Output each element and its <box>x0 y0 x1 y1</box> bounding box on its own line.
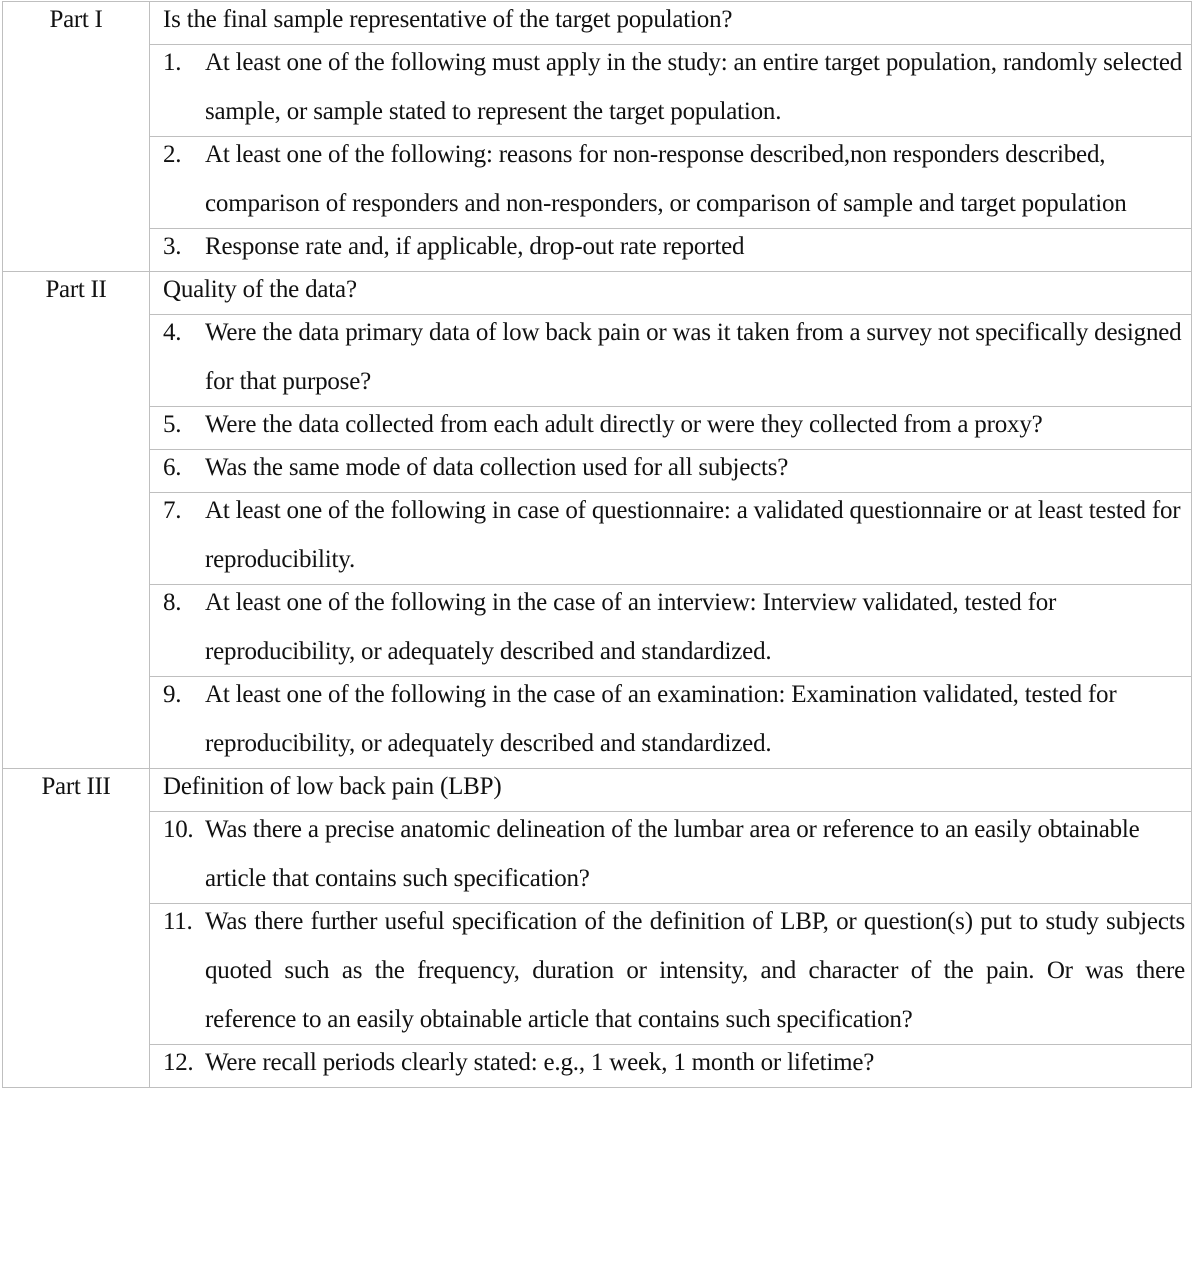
criterion-text: Were the data collected from each adult directly or were they collected from a proxy? <box>205 411 1043 438</box>
criterion-number: 1. <box>163 49 182 76</box>
criterion-item <box>163 400 1185 449</box>
criterion-text: Were the data primary data of low back pain or was it taken from a survey not specifically designed for that purpose? <box>205 319 1182 395</box>
criterion-item <box>163 486 1185 584</box>
criterion-text: Was the same mode of data collection used for all subjects? <box>205 454 789 481</box>
criterion-text: At least one of the following: reasons for non-response described,non responders described, comparison of responders and non-responders, or comparison of sample and target population <box>205 141 1127 217</box>
criterion-text: Was there a precise anatomic delineation of the lumbar area or reference to an easily obtainable article that contains such specification? <box>205 816 1140 892</box>
criterion-cell <box>150 677 1192 769</box>
criterion-text: Was there further useful specification of the definition of LBP, or question(s) put to study subjects quoted such as the frequency, duration or intensity, and character of the pain. Or was there reference to an easily obtainable article that contains such specification? <box>205 908 1185 1033</box>
criterion-number: 9. <box>163 681 182 708</box>
criterion-cell <box>150 1045 1192 1088</box>
criterion-number: 3. <box>163 233 182 260</box>
table-row <box>3 1045 1192 1088</box>
criterion-number: 5. <box>163 411 182 438</box>
criterion-text: Were recall periods clearly stated: e.g., 1 week, 1 month or lifetime? <box>205 1049 875 1076</box>
table-row <box>3 315 1192 407</box>
criterion-item <box>163 1038 1185 1087</box>
part-label: Part III <box>41 773 111 800</box>
table-row <box>3 585 1192 677</box>
criterion-item <box>163 38 1185 136</box>
table-row <box>3 904 1192 1045</box>
criterion-cell <box>150 45 1192 137</box>
part-heading: Definition of low back pain (LBP) <box>163 773 502 800</box>
criterion-item <box>163 222 1185 271</box>
criterion-cell <box>150 812 1192 904</box>
criterion-cell <box>150 137 1192 229</box>
table-row <box>3 812 1192 904</box>
part-label: Part II <box>45 276 107 303</box>
criterion-number: 12. <box>163 1049 194 1076</box>
table-row <box>3 493 1192 585</box>
criterion-number: 2. <box>163 141 182 168</box>
criterion-text: At least one of the following in the case of an examination: Examination validated, tested for reproducibility, or adequately described and standardized. <box>205 681 1117 757</box>
part-label-cell <box>3 272 150 769</box>
part-heading: Quality of the data? <box>163 276 357 303</box>
criterion-item <box>163 308 1185 406</box>
criterion-text: At least one of the following must apply in the study: an entire target population, randomly selected sample, or sample stated to represent the target population. <box>205 49 1183 125</box>
criterion-text: At least one of the following in the case of an interview: Interview validated, tested for reproducibility, or adequately described and standardized. <box>205 589 1057 665</box>
part-label-cell <box>3 769 150 1088</box>
criterion-item <box>163 578 1185 676</box>
criterion-number: 8. <box>163 589 182 616</box>
part-label-cell <box>3 2 150 272</box>
criterion-number: 10. <box>163 816 194 843</box>
quality-criteria-table <box>2 1 1192 1088</box>
criterion-item <box>163 805 1185 903</box>
table-row <box>3 137 1192 229</box>
criterion-number: 4. <box>163 319 182 346</box>
criterion-item <box>163 897 1185 1044</box>
criterion-number: 7. <box>163 497 182 524</box>
criterion-item <box>163 130 1185 228</box>
part-label: Part I <box>49 6 103 33</box>
criterion-cell <box>150 315 1192 407</box>
table-row <box>3 677 1192 769</box>
criterion-number: 11. <box>163 908 193 935</box>
criterion-number: 6. <box>163 454 182 481</box>
criterion-cell <box>150 493 1192 585</box>
criterion-item <box>163 670 1185 768</box>
criterion-cell <box>150 585 1192 677</box>
criterion-text: Response rate and, if applicable, drop-out rate reported <box>205 233 745 260</box>
criterion-cell <box>150 904 1192 1045</box>
table-row <box>3 45 1192 137</box>
part-heading: Is the final sample representative of the target population? <box>163 6 733 33</box>
criterion-text: At least one of the following in case of questionnaire: a validated questionnaire or at least tested for reproducibility. <box>205 497 1181 573</box>
criterion-item <box>163 443 1185 492</box>
